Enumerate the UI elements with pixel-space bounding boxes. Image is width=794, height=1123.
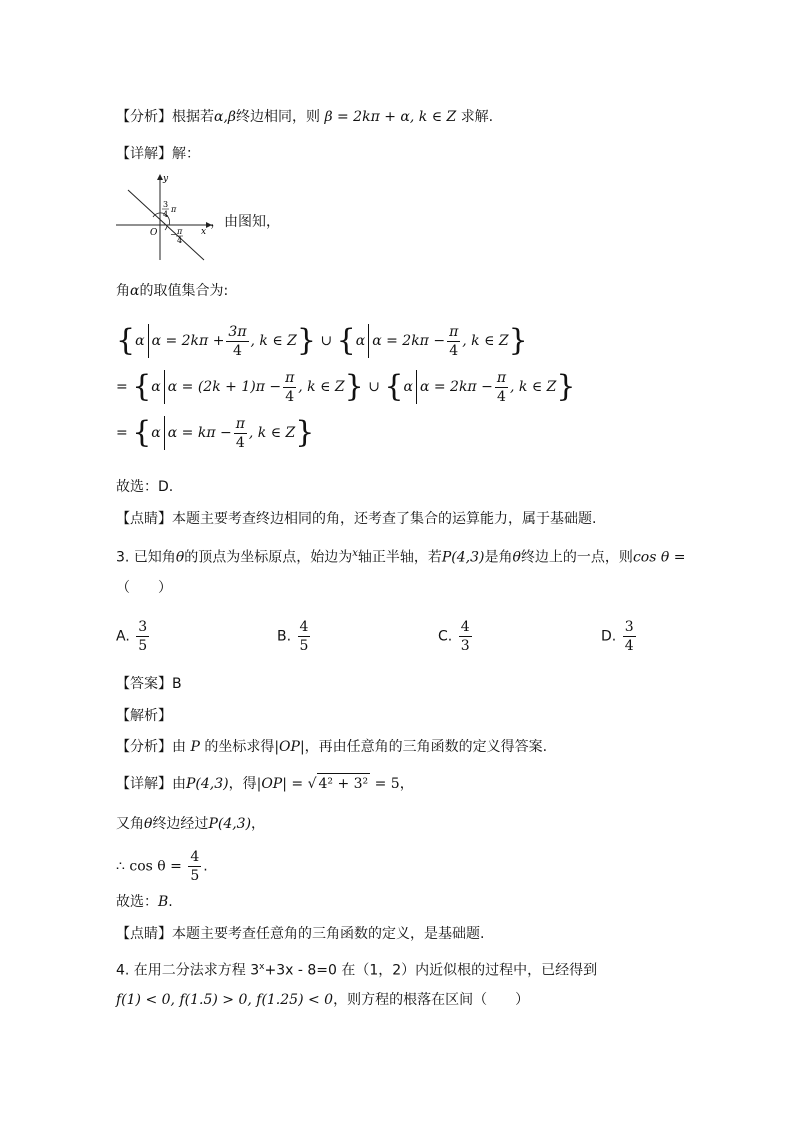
- brace-close: }: [296, 323, 316, 358]
- equals-sign: =: [116, 425, 128, 441]
- option-label: A.: [116, 628, 130, 645]
- q3-again: [116, 814, 265, 834]
- neg-angle-den: 4: [177, 236, 183, 245]
- analysis-P: P: [190, 739, 200, 755]
- option-frac: [459, 618, 472, 655]
- again-post: ，: [251, 816, 266, 832]
- option-frac: [136, 618, 149, 655]
- q3-choice: [116, 892, 173, 912]
- x-label: x: [201, 227, 207, 237]
- set-intro-pre: 角: [116, 283, 130, 299]
- sqrt-content: 4² + 3²: [317, 773, 371, 794]
- analysis-suffix: 求解.: [460, 109, 494, 125]
- option-c[interactable]: [438, 618, 474, 655]
- detail-pre: 【详解】由: [116, 776, 186, 792]
- brace-close: }: [508, 323, 528, 358]
- point-P: P(4,3): [441, 549, 485, 566]
- frac-num: π: [235, 415, 245, 432]
- frac-num: 3π: [228, 323, 247, 340]
- detail-mid: ，得: [228, 776, 257, 792]
- row2-right-frac: [495, 369, 508, 406]
- frac-num: π: [285, 369, 295, 386]
- set-intro-post: 的取值集合为:: [139, 283, 229, 299]
- stem-mid2: 轴正半轴，若: [357, 549, 442, 566]
- row2-left-frac: [283, 369, 296, 406]
- again-pre: 又角: [116, 816, 144, 832]
- brace-open: {: [336, 323, 356, 358]
- q4-stem-pre: 4. 在用二分法求方程 3: [116, 962, 260, 979]
- analysis-mid: 的坐标求得: [204, 739, 275, 755]
- brace-close: }: [295, 415, 315, 450]
- option-b[interactable]: [277, 618, 312, 655]
- brace-close: }: [344, 369, 364, 404]
- row1-left-frac: [226, 323, 248, 360]
- sqrt-sign: √: [307, 776, 317, 792]
- q3-detail: [116, 773, 414, 794]
- frac-den: 3: [460, 638, 470, 654]
- choice-letter: B: [158, 894, 169, 910]
- theta: θ: [512, 549, 521, 566]
- negative-angle-arc: [165, 225, 167, 230]
- alpha-beta: α,β: [214, 109, 236, 125]
- analysis-OP: |OP|: [274, 739, 305, 755]
- row1-left-post: , k ∈ Z: [250, 333, 297, 349]
- brace-open: {: [116, 323, 136, 358]
- option-label: D.: [601, 628, 617, 645]
- q3-analysis: [116, 737, 547, 757]
- row2-left-pre: α = (2k + 1)π −: [167, 379, 282, 395]
- q4-stem: [116, 957, 597, 981]
- q3-analysis-title: 【解析】: [116, 708, 172, 724]
- q2-analysis: [116, 107, 493, 127]
- equals-sign: =: [116, 379, 128, 395]
- alpha: α: [403, 379, 413, 395]
- set-intro: [116, 281, 228, 301]
- option-frac: [623, 618, 636, 655]
- q4-exponent: x: [259, 962, 265, 972]
- option-a[interactable]: [116, 618, 151, 655]
- alpha: α: [355, 333, 366, 349]
- brace-close: }: [556, 369, 576, 404]
- analysis-prefix: 【分析】根据若: [116, 109, 214, 125]
- row3-frac: [234, 415, 247, 452]
- analysis-mid: 终边相同，则: [236, 109, 320, 125]
- row3-post: , k ∈ Z: [248, 425, 296, 441]
- frac-den: 4: [496, 388, 506, 405]
- frac-den: 4: [624, 638, 634, 654]
- row2-left-post: , k ∈ Z: [298, 379, 345, 395]
- frac-den: 4: [449, 342, 459, 359]
- alpha: α: [151, 425, 161, 441]
- neg-angle-num: π: [177, 227, 183, 236]
- frac-den: 5: [190, 868, 200, 884]
- q3-answer: 【答案】B: [116, 676, 182, 692]
- set-bar: [148, 324, 149, 358]
- q3-stem: [116, 544, 685, 568]
- frac-num: 3: [624, 619, 634, 635]
- stem-mid1: 的顶点为坐标原点，始边为: [184, 549, 353, 566]
- option-frac: [298, 618, 311, 655]
- set-intro-alpha: α: [130, 283, 140, 299]
- stem-pre: 3. 已知角: [116, 549, 176, 566]
- row3-pre: α = kπ −: [167, 425, 232, 441]
- frac-den: 4: [285, 388, 295, 405]
- row1-right-post: , k ∈ Z: [462, 333, 509, 349]
- union-sign: ∪: [368, 379, 380, 395]
- set-row-2: [116, 367, 575, 407]
- detail-OP: |OP| =: [256, 776, 304, 792]
- set-bar: [164, 370, 165, 404]
- detail-point: P(4,3): [186, 776, 229, 792]
- set-bar: [164, 416, 165, 450]
- y-label: y: [163, 174, 169, 184]
- origin-label: O: [150, 228, 158, 238]
- row1-right-pre: α = 2kπ −: [372, 333, 446, 349]
- frac-num: 4: [460, 619, 470, 635]
- brace-open: {: [384, 369, 404, 404]
- q4-line2-post: ，则方程的根落在区间（ ）: [333, 992, 530, 1008]
- q4-math: f(1) < 0, f(1.5) > 0, f(1.25) < 0: [116, 992, 334, 1008]
- stem-mid4: 终边上的一点，则: [520, 549, 633, 566]
- therefore-post: .: [203, 858, 208, 875]
- frac-den: 4: [233, 342, 242, 359]
- q3-comment: 【点睛】本题主要考查任意角的三角函数的定义，是基础题.: [116, 926, 485, 942]
- analysis-formula: β = 2kπ + α, k ∈ Z: [324, 109, 457, 125]
- frac-num: 4: [299, 619, 309, 635]
- frac-num: π: [496, 369, 507, 386]
- alpha: α: [135, 333, 145, 349]
- option-label: C.: [438, 628, 453, 645]
- set-bar: [416, 370, 417, 404]
- pos-angle-pi: π: [171, 205, 177, 214]
- option-d[interactable]: [601, 618, 638, 655]
- frac-den: 5: [299, 638, 309, 654]
- brace-open: {: [132, 415, 152, 450]
- analysis-post: ，再由任意角的三角函数的定义得答案.: [304, 739, 548, 755]
- angle-figure: [114, 172, 214, 262]
- theta: θ: [144, 816, 153, 832]
- row2-right-pre: α = 2kπ −: [419, 379, 493, 395]
- q4-stem-post: +3x - 8=0 在（1，2）内近似根的过程中，已经得到: [264, 962, 598, 979]
- again-mid: 终边经过: [152, 816, 209, 832]
- set-row-1: [116, 321, 528, 361]
- frac-num: 3: [138, 619, 148, 635]
- x-axis-symbol: x: [352, 548, 358, 559]
- analysis-pre: 【分析】由: [116, 739, 186, 755]
- figure-caption: ，由图知，: [210, 214, 280, 230]
- brace-open: {: [132, 369, 152, 404]
- set-row-3: [116, 413, 314, 453]
- choice-text: 故选：: [116, 894, 158, 910]
- q3-paren: （ ）: [116, 580, 172, 596]
- frac-den: 4: [235, 434, 245, 451]
- again-point: P(4,3): [208, 816, 252, 832]
- detail-post: ，: [399, 776, 414, 792]
- row1-left-pre: α = 2kπ +: [151, 333, 225, 349]
- detail-result: = 5: [374, 776, 400, 792]
- therefore-frac: [188, 848, 201, 885]
- set-bar: [368, 324, 369, 358]
- cos-theta: cos θ =: [632, 549, 686, 566]
- therefore-text: ∴ cos θ =: [116, 858, 182, 875]
- q2-comment: 【点睛】本题主要考查终边相同的角，还考查了集合的运算能力，属于基础题.: [116, 511, 597, 527]
- q4-line2: [116, 990, 529, 1010]
- q2-detail-label: 【详解】解：: [116, 146, 200, 162]
- theta: θ: [175, 549, 185, 566]
- choice-post: .: [168, 894, 173, 910]
- q2-choice: 故选：D.: [116, 479, 174, 495]
- row2-right-post: , k ∈ Z: [510, 379, 557, 395]
- stem-mid3: 是角: [484, 549, 513, 566]
- frac-num: π: [449, 323, 459, 340]
- row1-right-frac: [447, 323, 460, 360]
- alpha: α: [151, 379, 161, 395]
- neg-angle-sign: −: [170, 230, 177, 239]
- q3-therefore: [116, 848, 208, 885]
- option-label: B.: [277, 628, 292, 645]
- pos-angle-num: 3: [163, 200, 169, 209]
- frac-den: 5: [138, 638, 148, 654]
- union-sign: ∪: [320, 333, 333, 349]
- pos-angle-den: 4: [163, 210, 169, 219]
- frac-num: 4: [190, 849, 200, 865]
